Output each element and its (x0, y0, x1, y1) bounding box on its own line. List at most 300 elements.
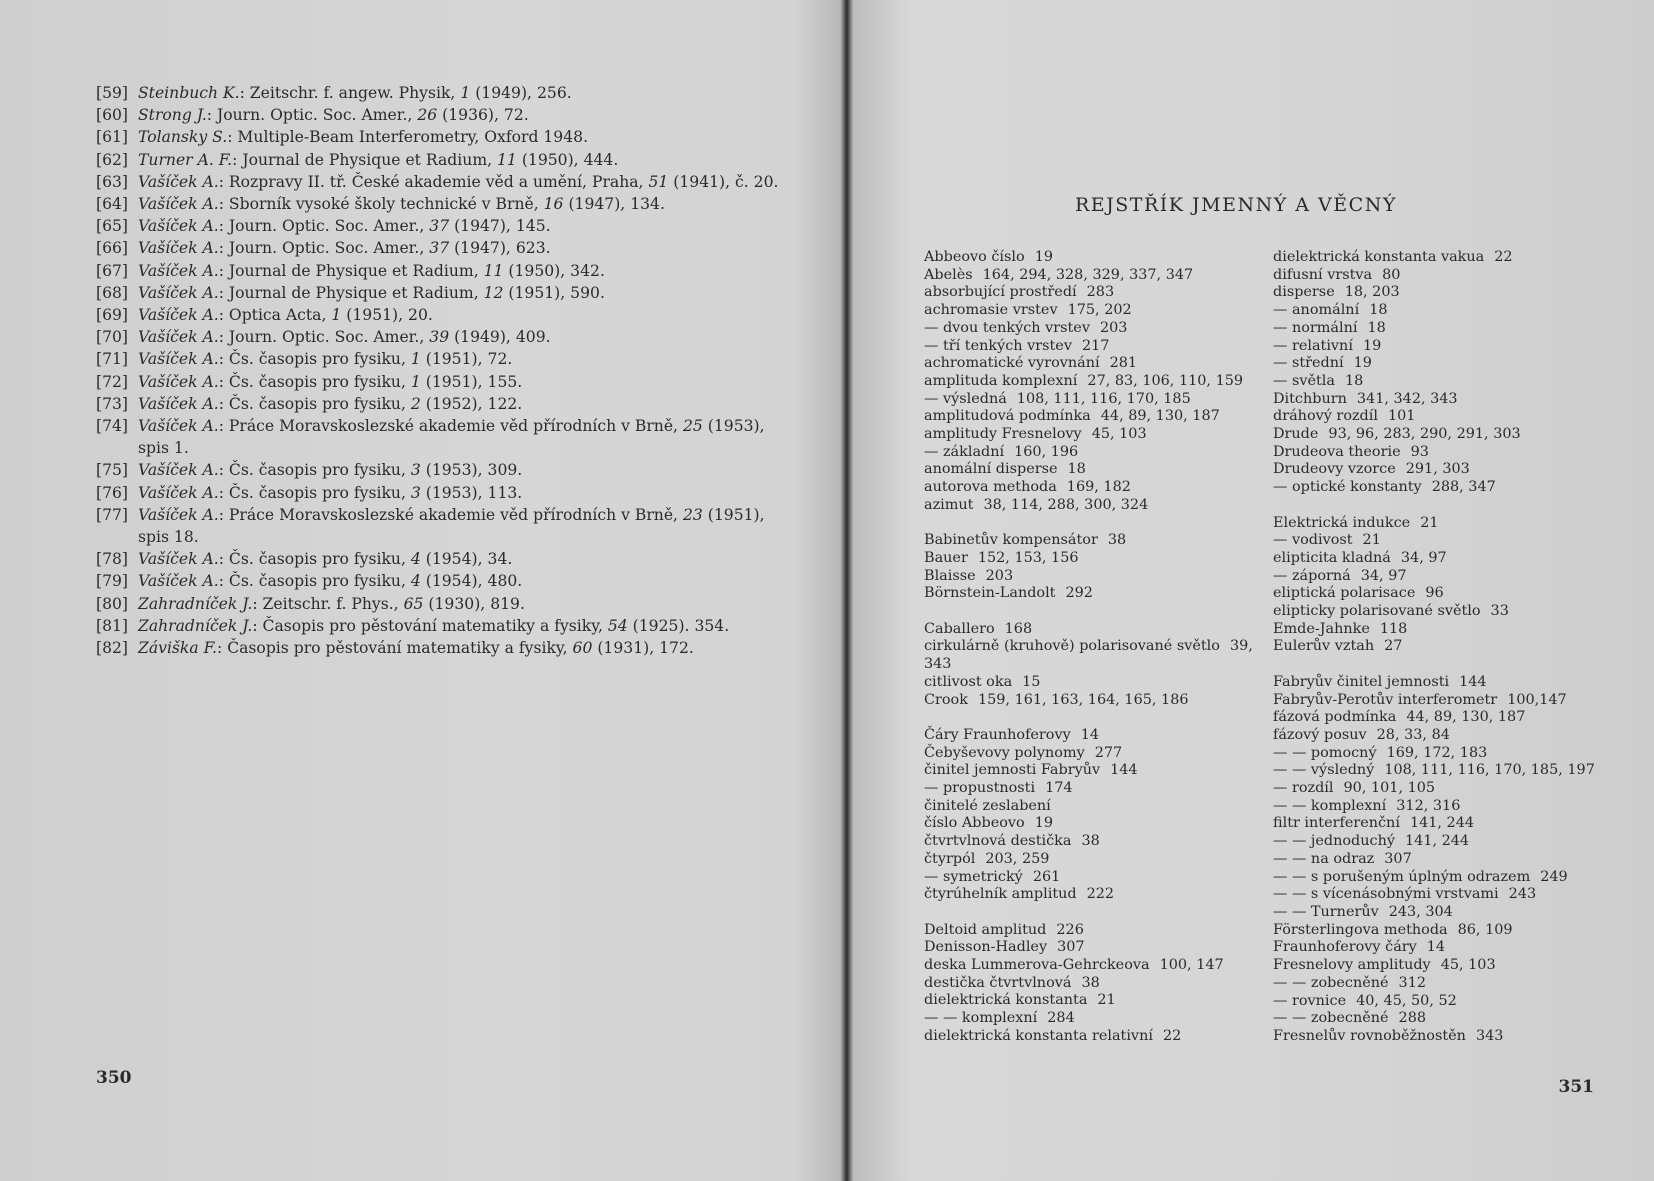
reference-item (96, 615, 786, 637)
index-entry (1273, 993, 1613, 1011)
reference-volume: 4 (410, 572, 421, 591)
index-pages: 22 (1494, 249, 1513, 265)
index-term: Denisson-Hadley (924, 939, 1048, 956)
reference-volume: 37 (429, 239, 450, 258)
index-pages: 90, 101, 105 (1343, 780, 1436, 797)
index-term: — — jednoduchý (1273, 833, 1395, 850)
index-pages: 93, 96, 283, 290, 291, 303 (1328, 426, 1521, 443)
index-entry (924, 992, 1254, 1010)
reference-author: Vašíček A. (138, 483, 219, 502)
reference-volume: 1 (331, 306, 342, 325)
index-entry (924, 869, 1254, 887)
index-term: Fresnelův rovnoběžnostěn (1273, 1027, 1466, 1044)
reference-text (138, 237, 786, 259)
index-entry (1273, 798, 1613, 816)
reference-number: [62] (96, 150, 129, 169)
index-pages: 18 (1344, 372, 1364, 389)
reference-text (138, 149, 786, 171)
reference-volume: 37 (429, 217, 450, 236)
reference-year: (1953), spis 1. (138, 417, 765, 458)
index-term: dielektrická konstanta relativní (924, 1027, 1153, 1044)
index-term: dielektrická konstanta (924, 992, 1088, 1009)
index-pages: 243 (1508, 886, 1537, 903)
page-number-left: 350 (96, 1068, 132, 1088)
reference-item (96, 237, 786, 259)
reference-volume: 11 (497, 150, 517, 169)
reference-year: (1947), 145. (449, 217, 551, 236)
index-entry (1273, 568, 1613, 586)
reference-source: : Optica Acta, (218, 306, 332, 325)
index-entry (1273, 603, 1613, 621)
reference-item (96, 504, 786, 548)
reference-item (96, 415, 786, 459)
index-pages: 96 (1425, 585, 1444, 602)
reference-source: : Sborník vysoké školy technické v Brně, (218, 195, 544, 214)
reference-item (96, 326, 786, 348)
index-term: — tří tenkých vrstev (924, 337, 1072, 354)
index-pages: 152, 153, 156 (977, 549, 1079, 566)
index-term: — záporná (1273, 567, 1351, 584)
index-entry (924, 550, 1254, 568)
index-term: Čebyševovy polynomy (924, 744, 1085, 761)
index-pages: 343 (1475, 1027, 1504, 1044)
index-entry (924, 497, 1254, 515)
index-entry (1273, 585, 1613, 603)
reference-item (96, 348, 786, 370)
index-term: Blaisse (924, 567, 976, 584)
index-term: Drudeova theorie (1273, 443, 1401, 460)
index-pages: 93 (1410, 443, 1429, 460)
reference-volume: 3 (410, 483, 421, 502)
index-term: dráhový rozdíl (1273, 408, 1378, 425)
reference-year: (1930), 819. (423, 594, 525, 613)
index-pages: 45, 103 (1440, 957, 1496, 974)
index-term: achromasie vrstev (924, 302, 1058, 319)
reference-item (96, 282, 786, 304)
reference-volume: 4 (410, 550, 421, 569)
index-entry (924, 1010, 1254, 1028)
reference-text (138, 171, 786, 193)
reference-source: : Čs. časopis pro fysiku, (218, 461, 411, 480)
index-entry (924, 355, 1254, 373)
index-entry (924, 762, 1254, 780)
reference-source: : Práce Moravskoslezské akademie věd přírodních v Brně, (218, 505, 683, 524)
index-pages: 27 (1384, 638, 1403, 655)
index-term: — — s porušeným úplným odrazem (1273, 868, 1531, 885)
index-pages: 44, 89, 130, 187 (1100, 408, 1220, 425)
reference-number: [80] (96, 594, 129, 613)
index-term: eliptická polarisace (1273, 585, 1416, 602)
index-term: Fabryův činitel jemnosti (1273, 673, 1450, 690)
index-entry (924, 302, 1254, 320)
index-entry (924, 692, 1254, 710)
index-entry (1273, 532, 1613, 550)
index-pages: 100, 147 (1159, 957, 1224, 974)
index-term: Čáry Fraunhoferovy (924, 726, 1071, 743)
reference-text (138, 504, 786, 548)
index-entry (1273, 461, 1613, 479)
index-pages: 284 (1047, 1010, 1075, 1027)
reference-author: Vašíček A. (138, 394, 219, 413)
reference-volume: 26 (417, 106, 438, 125)
index-term: Caballero (924, 620, 995, 637)
index-entry (924, 267, 1254, 285)
page-number-right: 351 (1558, 1077, 1594, 1097)
reference-number: [74] (96, 417, 129, 436)
reference-author: Vašíček A. (138, 328, 219, 347)
index-term: Börnstein-Landolt (924, 585, 1056, 602)
index-pages: 261 (1032, 868, 1061, 885)
reference-number: [81] (96, 616, 129, 635)
index-term: destička čtvrtvlnová (924, 974, 1072, 991)
reference-volume: 11 (483, 261, 504, 280)
reference-number: [71] (96, 350, 129, 369)
index-group-gap (924, 603, 1254, 621)
index-pages: 80 (1382, 266, 1401, 283)
index-term: Fabryův-Perotův interferometr (1273, 691, 1498, 708)
index-term: difusní vrstva (1273, 266, 1373, 283)
index-pages: 249 (1540, 868, 1568, 885)
index-pages: 14 (1080, 726, 1100, 743)
index-entry (924, 391, 1254, 409)
index-term: — — na odraz (1273, 850, 1375, 867)
index-term: Försterlingova methoda (1273, 921, 1448, 938)
index-term: amplitudová podmínka (924, 408, 1091, 425)
index-entry (924, 851, 1254, 869)
reference-text (138, 548, 786, 570)
index-pages: 18 (1067, 461, 1086, 478)
reference-volume: 16 (543, 195, 564, 214)
index-term: čtvrtvlnová destička (924, 833, 1072, 850)
reference-year: (1941), č. 20. (668, 172, 779, 191)
index-entry (924, 585, 1254, 603)
index-title: REJSTŘÍK JMENNÝ A VĚCNÝ (1075, 194, 1397, 216)
reference-author: Vašíček A. (138, 417, 219, 436)
index-term: činitelé zeslabení (924, 797, 1051, 814)
reference-year: (1947), 134. (563, 195, 665, 214)
index-term: fázový posuv (1273, 726, 1367, 743)
index-entry (924, 1028, 1254, 1046)
index-term: — — výsledný (1273, 762, 1375, 779)
index-pages: 33 (1490, 603, 1509, 620)
index-pages: 307 (1384, 850, 1412, 867)
reference-volume: 1 (410, 372, 421, 391)
index-pages: 164, 294, 328, 329, 337, 347 (982, 266, 1194, 283)
reference-volume: 3 (410, 461, 421, 480)
reference-number: [70] (96, 328, 129, 347)
index-entry (924, 922, 1254, 940)
reference-source: : Časopis pro pěstování matematiky a fysiky, (216, 639, 573, 658)
reference-item (96, 593, 786, 615)
index-term: — výsledná (924, 390, 1007, 407)
index-term: Deltoid amplitud (924, 921, 1047, 938)
reference-volume: 65 (403, 594, 424, 613)
index-term: — — zobecněné (1273, 974, 1389, 991)
index-entry (1273, 1010, 1613, 1028)
reference-text (138, 371, 786, 393)
index-entry (924, 320, 1254, 338)
index-term: — propustnosti (924, 780, 1036, 797)
index-pages: 18 (1367, 319, 1386, 336)
reference-year: (1951), spis 18. (138, 505, 765, 547)
reference-number: [78] (96, 550, 129, 569)
index-pages: 86, 109 (1457, 921, 1513, 938)
index-pages: 281 (1109, 355, 1138, 372)
reference-year: (1954), 34. (420, 550, 513, 569)
index-group-gap (1273, 656, 1613, 674)
index-entry (1273, 869, 1613, 887)
index-term: čtyrpól (924, 850, 976, 867)
index-entry (1273, 1028, 1613, 1046)
index-term: Bauer (924, 549, 968, 566)
index-pages: 292 (1065, 585, 1093, 602)
reference-source: : Čs. časopis pro fysiku, (218, 483, 411, 502)
reference-source: : Journal de Physique et Radium, (218, 283, 484, 302)
reference-year: (1951), 155. (420, 372, 523, 391)
index-entry (924, 408, 1254, 426)
index-entry (1273, 408, 1613, 426)
index-term: filtr interferenční (1273, 815, 1400, 832)
reference-source: : Čs. časopis pro fysiku, (218, 350, 411, 369)
index-pages: 288, 347 (1431, 479, 1496, 496)
reference-number: [60] (96, 106, 129, 125)
reference-number: [79] (96, 572, 129, 591)
index-entry (1273, 762, 1613, 780)
reference-author: Vašíček A. (138, 350, 219, 369)
reference-author: Vašíček A. (138, 505, 219, 524)
reference-text (138, 104, 786, 126)
reference-author: Vašíček A. (138, 572, 219, 591)
index-term: — rovnice (1273, 992, 1347, 1009)
index-pages: 312, 316 (1396, 797, 1461, 814)
index-pages: 160, 196 (1014, 443, 1079, 460)
reference-number: [82] (96, 639, 129, 658)
reference-number: [65] (96, 217, 129, 236)
index-entry (924, 674, 1254, 692)
index-column-left (924, 249, 1254, 1046)
index-pages: 14 (1426, 939, 1446, 956)
reference-item (96, 149, 786, 171)
index-term: amplitudy Fresnelovy (924, 426, 1082, 443)
index-pages: 21 (1420, 514, 1439, 531)
reference-author: Vašíček A. (138, 461, 219, 480)
index-term: — anomální (1273, 302, 1360, 319)
reference-item (96, 215, 786, 237)
reference-text (138, 326, 786, 348)
reference-source: : Journ. Optic. Soc. Amer., (218, 217, 430, 236)
index-pages: 141, 244 (1409, 815, 1475, 832)
index-term: elipticita kladná (1273, 549, 1391, 566)
index-pages: 291, 303 (1405, 461, 1470, 478)
index-entry (1273, 745, 1613, 763)
reference-text (138, 593, 786, 615)
reference-year: (1947), 623. (449, 239, 551, 258)
reference-volume: 1 (410, 350, 421, 369)
index-pages: 144 (1459, 673, 1487, 690)
index-entry (1273, 939, 1613, 957)
reference-text (138, 193, 786, 215)
index-entry (1273, 692, 1613, 710)
reference-source: : Čs. časopis pro fysiku, (218, 572, 411, 591)
index-term: Eulerův vztah (1273, 638, 1375, 655)
reference-author: Vašíček A. (138, 261, 219, 280)
index-pages: 174 (1045, 780, 1073, 797)
reference-year: (1950), 444. (516, 150, 619, 169)
index-entry (1273, 815, 1613, 833)
reference-author: Vašíček A. (138, 306, 219, 325)
index-term: — — komplexní (1273, 797, 1387, 814)
index-pages: 22 (1162, 1027, 1182, 1044)
index-entry (924, 568, 1254, 586)
index-entry (1273, 249, 1613, 267)
reference-item (96, 393, 786, 415)
index-term: deska Lummerova-Gehrckeova (924, 957, 1150, 974)
reference-item (96, 126, 786, 148)
index-entry (924, 461, 1254, 479)
index-pages: 18, 203 (1344, 284, 1400, 301)
reference-text (138, 393, 786, 415)
index-entry (924, 957, 1254, 975)
index-entry (1273, 426, 1613, 444)
reference-author: Vašíček A. (138, 550, 219, 569)
reference-number: [59] (96, 84, 129, 102)
index-pages: 108, 111, 116, 170, 185, 197 (1384, 762, 1595, 779)
reference-text (138, 215, 786, 237)
index-term: — — zobecněné (1273, 1010, 1389, 1027)
index-entry (1273, 904, 1613, 922)
reference-number: [66] (96, 239, 129, 258)
index-pages: 277 (1094, 744, 1123, 761)
index-pages: 101 (1387, 408, 1416, 425)
index-entry (1273, 302, 1613, 320)
index-entry (924, 373, 1254, 391)
reference-item (96, 637, 786, 659)
reference-item (96, 171, 786, 193)
index-entry (1273, 833, 1613, 851)
reference-source: : Čs. časopis pro fysiku, (218, 550, 411, 569)
reference-number: [61] (96, 128, 129, 147)
index-entry (1273, 550, 1613, 568)
index-pages: 168 (1004, 620, 1033, 637)
index-term: — relativní (1273, 337, 1353, 354)
reference-source: : Práce Moravskoslezské akademie věd přírodních v Brně, (218, 417, 683, 436)
index-pages: 108, 111, 116, 170, 185 (1016, 390, 1191, 407)
reference-text (138, 482, 786, 504)
reference-item (96, 260, 786, 282)
index-term: — normální (1273, 319, 1358, 336)
index-group-gap (924, 709, 1254, 727)
reference-item (96, 304, 786, 326)
reference-author: Vašíček A. (138, 217, 219, 236)
index-entry (1273, 373, 1613, 391)
reference-year: (1951), 20. (341, 306, 433, 325)
reference-year: (1949), 409. (449, 328, 551, 347)
index-term: — rozdíl (1273, 780, 1334, 797)
index-pages: 283 (1086, 284, 1115, 301)
reference-text (138, 348, 786, 370)
reference-number: [77] (96, 505, 129, 524)
reference-text (138, 82, 786, 104)
index-term: — symetrický (924, 868, 1023, 885)
index-term: — — pomocný (1273, 744, 1377, 761)
index-entry (1273, 674, 1613, 692)
reference-year: (1954), 480. (420, 572, 523, 591)
index-entry (924, 479, 1254, 497)
index-column-right (1273, 249, 1613, 1046)
index-entry (924, 338, 1254, 356)
index-term: čtyrúhelník amplitud (924, 886, 1077, 903)
index-pages: 19 (1362, 337, 1382, 354)
reference-author: Vašíček A. (138, 195, 219, 214)
reference-source: : Journ. Optic. Soc. Amer., (218, 239, 430, 258)
index-pages: 19 (1034, 815, 1053, 832)
index-term: achromatické vyrovnání (924, 355, 1100, 372)
index-entry (924, 745, 1254, 763)
index-pages: 175, 202 (1067, 302, 1132, 319)
index-pages: 38 (1107, 532, 1127, 549)
index-entry (1273, 886, 1613, 904)
index-term: Fresnelovy amplitudy (1273, 957, 1431, 974)
index-entry (1273, 479, 1613, 497)
index-entry (924, 727, 1254, 745)
index-entry (1273, 975, 1613, 993)
index-term: Crook (924, 691, 968, 708)
index-pages: 15 (1022, 673, 1041, 690)
index-term: cirkulárně (kruhově) polarisované světlo (924, 638, 1220, 655)
index-pages: 34, 97 (1400, 549, 1447, 566)
index-entry (924, 426, 1254, 444)
reference-number: [75] (96, 461, 129, 480)
reference-item (96, 570, 786, 592)
index-term: anomální disperse (924, 461, 1058, 478)
reference-volume: 51 (648, 172, 669, 191)
reference-item (96, 548, 786, 570)
index-term: Ditchburn (1273, 390, 1347, 407)
reference-author: Tolansky S. (138, 128, 228, 147)
reference-source: : Journ. Optic. Soc. Amer., (218, 328, 430, 347)
index-pages: 40, 45, 50, 52 (1356, 992, 1457, 1009)
index-entry (1273, 621, 1613, 639)
index-pages: 18 (1369, 302, 1388, 319)
reference-year: (1952), 122. (420, 394, 523, 413)
reference-source: : Rozpravy II. tř. České akademie věd a umění, Praha, (218, 172, 649, 191)
reference-author: Vašíček A. (138, 172, 219, 191)
reference-source: : Zeitschr. f. Phys., (252, 594, 404, 613)
reference-volume: 2 (410, 394, 421, 413)
index-entry (924, 833, 1254, 851)
reference-volume: 39 (429, 328, 450, 347)
index-term: Drudeovy vzorce (1273, 461, 1396, 478)
reference-number: [68] (96, 283, 129, 302)
reference-volume: 25 (682, 417, 703, 436)
reference-text (138, 570, 786, 592)
index-pages: 44, 89, 130, 187 (1406, 709, 1526, 726)
index-entry (924, 621, 1254, 639)
reference-item (96, 193, 786, 215)
index-term: Drude (1273, 426, 1319, 443)
index-group-gap (1273, 497, 1613, 515)
index-pages: 307 (1057, 939, 1085, 956)
reference-item (96, 371, 786, 393)
reference-text (138, 282, 786, 304)
index-pages: 38, 114, 288, 300, 324 (983, 496, 1149, 513)
index-entry (1273, 338, 1613, 356)
index-entry (924, 444, 1254, 462)
index-entry (1273, 355, 1613, 373)
index-term: — — komplexní (924, 1010, 1038, 1027)
index-entry (1273, 391, 1613, 409)
index-entry (1273, 638, 1613, 656)
